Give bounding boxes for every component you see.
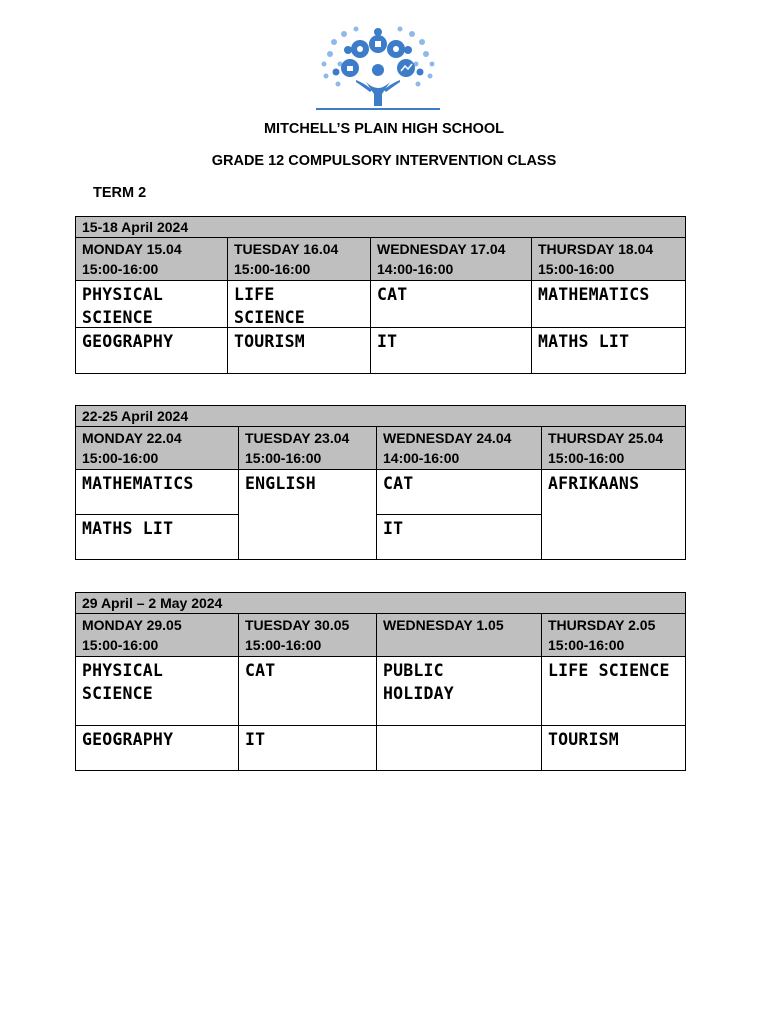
- subject-cell: GEOGRAPHY: [76, 328, 228, 373]
- subject-cell: IT: [371, 328, 532, 373]
- subject-cell: [377, 726, 542, 770]
- subject-cell: MATHEMATICS: [76, 470, 239, 515]
- day-header-wednesday: WEDNESDAY 1.05: [377, 614, 542, 657]
- subject-cell: PHYSICAL SCIENCE: [76, 281, 228, 328]
- day-header-tuesday: TUESDAY 30.05 15:00-16:00: [239, 614, 377, 657]
- subject-cell: CAT: [239, 657, 377, 726]
- subject-cell: PUBLIC HOLIDAY: [377, 657, 542, 726]
- week-3-table: [75, 592, 686, 771]
- subject-cell: MATHEMATICS: [532, 281, 685, 328]
- week-1-label: 15-18 April 2024: [76, 217, 685, 238]
- day-header-thursday: THURSDAY 25.04 15:00-16:00: [542, 427, 685, 470]
- day-header-thursday: THURSDAY 18.04 15:00-16:00: [532, 238, 685, 281]
- subject-cell: TOURISM: [228, 328, 371, 373]
- subject-cell: AFRIKAANS: [548, 474, 640, 493]
- week-1-table: [75, 216, 686, 374]
- subject-cell: MATHS LIT: [76, 515, 239, 559]
- term-label: TERM 2: [93, 185, 147, 201]
- day-header-monday: MONDAY 15.04 15:00-16:00: [76, 238, 228, 281]
- subject-cell: LIFE SCIENCE: [542, 657, 685, 726]
- day-header-wednesday: WEDNESDAY 24.04 14:00-16:00: [377, 427, 542, 470]
- day-header-tuesday: TUESDAY 16.04 15:00-16:00: [228, 238, 371, 281]
- day-header-tuesday: TUESDAY 23.04 15:00-16:00: [239, 427, 377, 470]
- day-header-wednesday: WEDNESDAY 17.04 14:00-16:00: [371, 238, 532, 281]
- day-header-monday: MONDAY 22.04 15:00-16:00: [76, 427, 239, 470]
- week-2-label: 22-25 April 2024: [76, 406, 685, 427]
- subject-cell: ENGLISH: [239, 470, 377, 559]
- subject-cell: CAT: [371, 281, 532, 328]
- subject-cell: MATHS LIT: [538, 332, 630, 351]
- subject-cell: IT: [377, 515, 542, 559]
- week-3-label: 29 April – 2 May 2024: [76, 593, 685, 614]
- subject-cell: PHYSICAL SCIENCE: [76, 657, 239, 726]
- subject-cell: GEOGRAPHY: [76, 726, 239, 770]
- subject-cell: IT: [239, 726, 377, 770]
- subject-cell: TOURISM: [548, 730, 619, 749]
- school-tree-logo-icon: [316, 24, 440, 112]
- school-name: MITCHELL’S PLAIN HIGH SCHOOL: [263, 121, 505, 137]
- subject-cell: CAT: [377, 470, 542, 515]
- subject-cell: LIFE SCIENCE: [228, 281, 371, 328]
- day-header-monday: MONDAY 29.05 15:00-16:00: [76, 614, 239, 657]
- week-2-table: [75, 405, 686, 560]
- day-header-thursday: THURSDAY 2.05 15:00-16:00: [542, 614, 685, 657]
- class-title: GRADE 12 COMPULSORY INTERVENTION CLASS: [211, 153, 557, 169]
